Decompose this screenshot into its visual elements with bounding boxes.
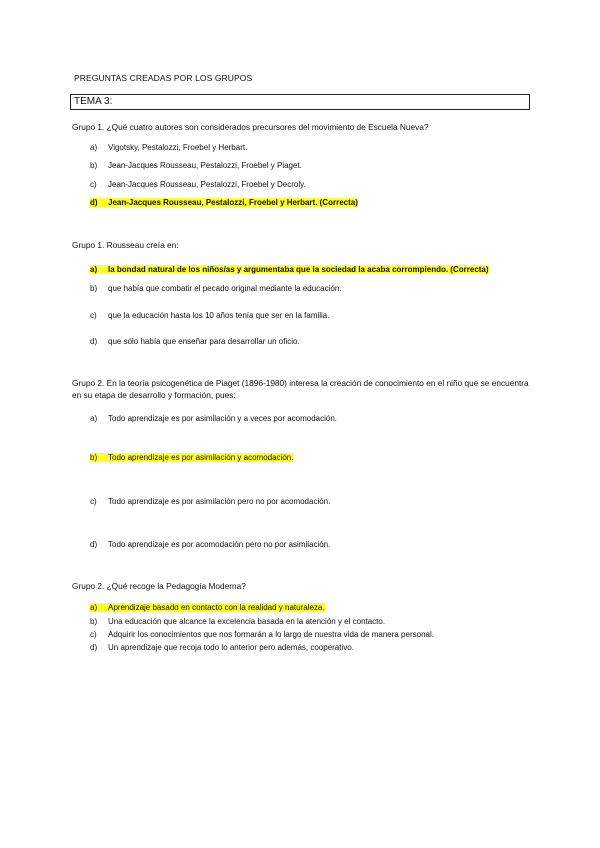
question-1-option-d-correct: d) Jean-Jacques Rousseau, Pestalozzi, Froebel y Herbart. (Correcta) [90,198,358,207]
question-4-option-a-highlighted: a) Aprendizaje basado en contacto con la realidad y naturaleza. [90,603,325,612]
question-3-option-c: c) Todo aprendizaje es por asimilación pero no por acomodación. [90,497,331,506]
question-3-title: Grupo 2. En la teoría psicogenética de Piaget (1896-1980) interesa la creación de conocimiento en el niño que se encuentra en su etapa de desarrollo y formación, pues: [72,378,529,400]
question-4-option-b: b) Una educación que alcance la excelencia basada en la atención y el contacto. [90,617,386,626]
question-2-option-b: b) que había que combatir el pecado original mediante la educación. [90,284,342,293]
question-3-option-b-highlighted: b) Todo aprendizaje es por asimilación y acomodación. [90,453,294,462]
question-4-title: Grupo 2. ¿Qué recoge la Pedagogía Moderna? [72,581,246,591]
question-2-option-c: c) que la educación hasta los 10 años tenía que ser en la familia. [90,311,330,320]
question-3-option-d: d) Todo aprendizaje es por acomodación pero no por asimilación. [90,540,331,549]
tema-box [70,94,530,110]
tema-label: TEMA 3: [74,96,113,107]
question-2-option-d: d) que sólo había que enseñar para desarrollar un oficio. [90,337,300,346]
question-1-option-a: a) Vigotsky, Pestalozzi, Froebel y Herbart. [90,143,248,152]
page-heading: PREGUNTAS CREADAS POR LOS GRUPOS [74,73,253,83]
question-1-title: Grupo 1. ¿Qué cuatro autores son considerados precursores del movimiento de Escuela Nueva? [72,122,429,132]
question-2-option-a-correct: a) la bondad natural de los niños/as y argumentaba que la sociedad la acaba corrompiendo. (Correcta) [90,265,489,274]
question-2-title: Grupo 1. Rousseau creía en: [72,240,179,250]
question-4-option-d: d) Un aprendizaje que recoja todo lo anterior pero además, cooperativo. [90,643,354,652]
question-3-option-a: a) Todo aprendizaje es por asimilación y a veces por acomodación. [90,414,338,423]
question-1-option-c: c) Jean-Jacques Rousseau, Pestalozzi, Froebel y Decroly. [90,180,306,189]
question-1-option-b: b) Jean-Jacques Rousseau, Pestalozzi, Froebel y Piaget. [90,161,302,170]
question-4-option-c: c) Adquirir los conocimientos que nos formarán a lo largo de nuestra vida de manera personal. [90,630,434,639]
